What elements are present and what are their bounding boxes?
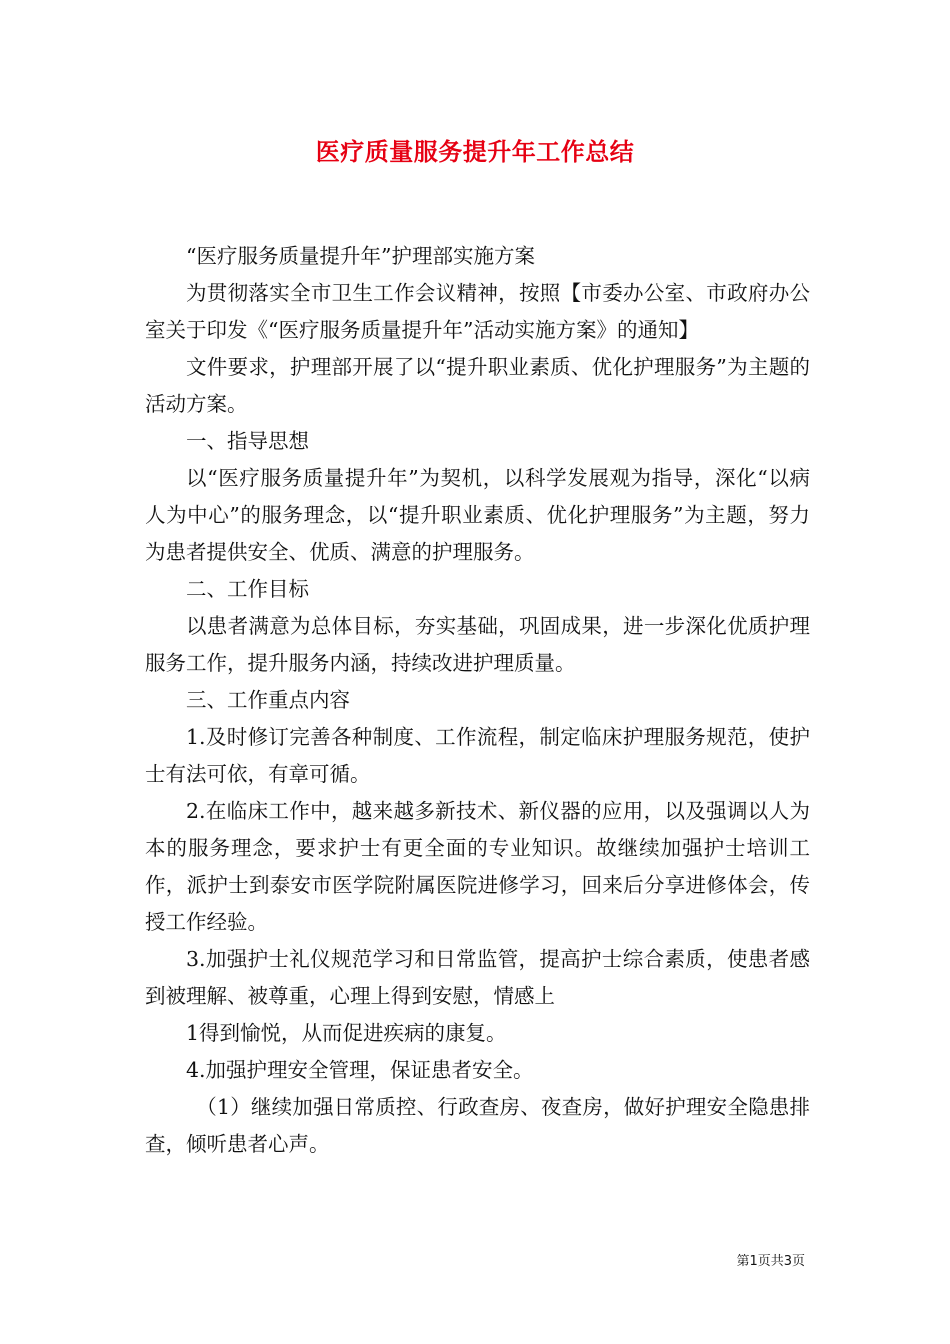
list-item: 4.加强护理安全管理，保证患者安全。 [186, 1058, 534, 1082]
paragraph: 文件要求，护理部开展了以“提升职业素质、优化护理服务”为主题的活动方案。 [145, 355, 810, 416]
paragraph: “医疗服务质量提升年”护理部实施方案 [186, 244, 535, 268]
paragraph: 1得到愉悦，从而促进疾病的康复。 [186, 1021, 507, 1045]
document-title: 医疗质量服务提升年工作总结 [315, 138, 635, 166]
section-heading: 二、工作目标 [186, 577, 309, 601]
paragraph: 以患者满意为总体目标，夯实基础，巩固成果，进一步深化优质护理服务工作，提升服务内涵，持续改进护理质量。 [145, 614, 810, 675]
paragraph: 以“医疗服务质量提升年”为契机，以科学发展观为指导，深化“以病人为中心”的服务理念，以“提升职业素质、优化护理服务”为主题，努力为患者提供安全、优质、满意的护理服务。 [145, 466, 810, 564]
list-item: 3.加强护士礼仪规范学习和日常监管，提高护士综合素质，使患者感到被理解、被尊重，心理上得到安慰，情感上 [145, 947, 810, 1008]
section-heading: 一、指导思想 [186, 429, 309, 453]
paragraph: 为贯彻落实全市卫生工作会议精神，按照【市委办公室、市政府办公室关于印发《“医疗服务质量提升年”活动实施方案》的通知】 [145, 281, 810, 342]
list-item: 1.及时修订完善各种制度、工作流程，制定临床护理服务规范，使护士有法可依，有章可循。 [145, 725, 810, 786]
page-number: 第1页共3页 [736, 1254, 805, 1269]
document-body [145, 238, 810, 1163]
list-item: 2.在临床工作中，越来越多新技术、新仪器的应用，以及强调以人为本的服务理念，要求护士有更全面的专业知识。故继续加强护士培训工作，派护士到泰安市医学院附属医院进修学习，回来后分享进修体会，传授工作经验。 [145, 799, 810, 934]
sub-list-item: （1）继续加强日常质控、行政查房、夜查房，做好护理安全隐患排查，倾听患者心声。 [145, 1095, 810, 1156]
section-heading: 三、工作重点内容 [186, 688, 350, 712]
